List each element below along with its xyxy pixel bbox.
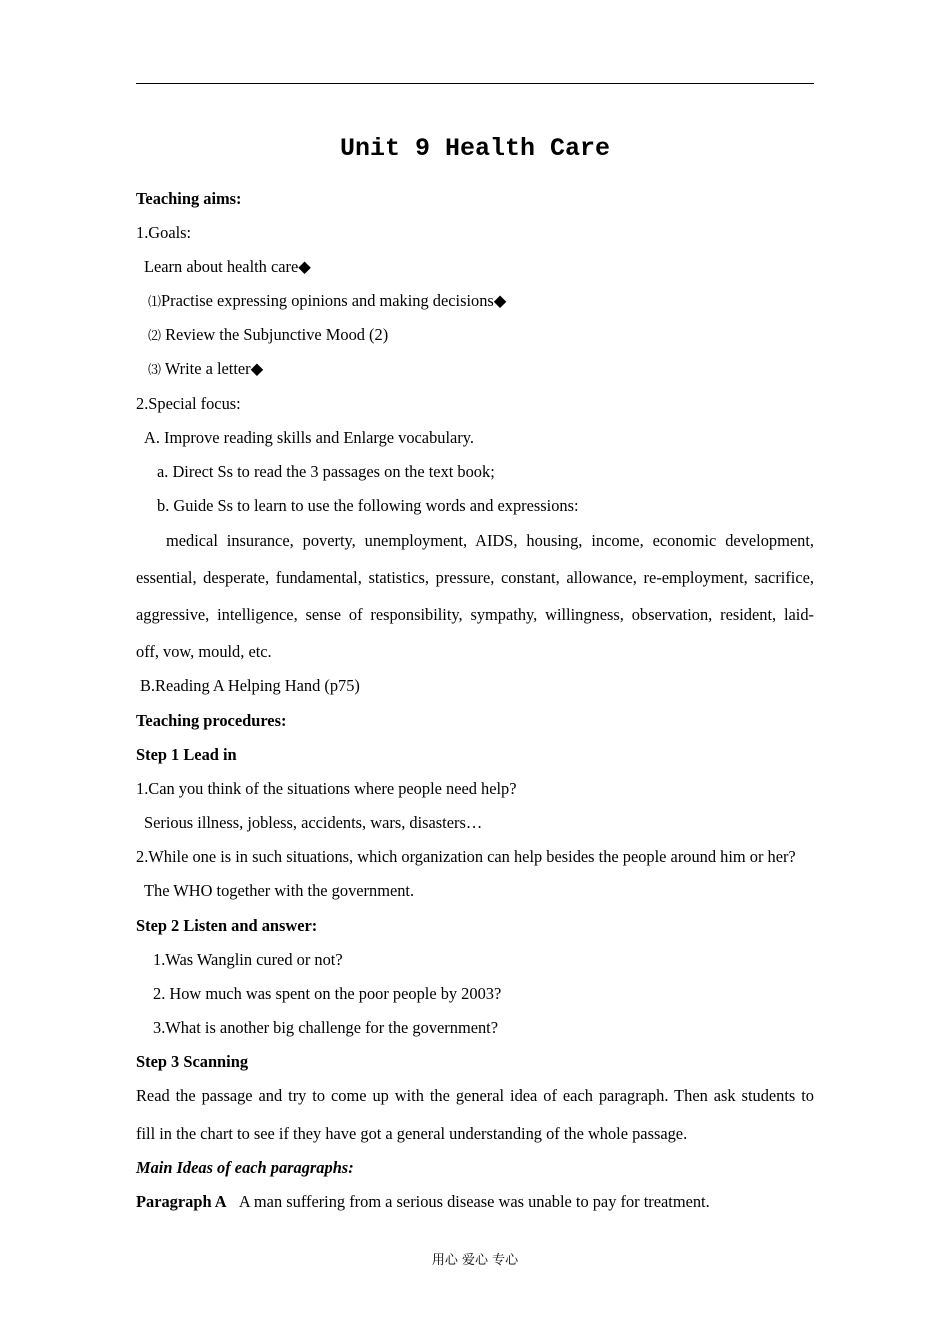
step1-answer: Serious illness, jobless, accidents, wars, disasters… — [144, 813, 483, 832]
page-footer: 用心 爱心 专心 — [431, 1253, 519, 1268]
step2-question: 3.What is another big challenge for the government? — [153, 1018, 498, 1037]
goal-item-text: Practise expressing opinions and making decisions — [161, 291, 494, 310]
goal-item-text: Review the Subjunctive Mood (2) — [161, 325, 389, 344]
step2-question: 1.Was Wanglin cured or not? — [153, 950, 343, 969]
step1-question: 2.While one is in such situations, which organization can help besides the people around him or her? — [136, 847, 796, 866]
step2-heading: Step 2 Listen and answer: — [136, 916, 318, 935]
vocab-line: medical insurance, poverty, unemployment, AIDS, housing, income, economic development, — [166, 531, 814, 550]
focus-b: B.Reading A Helping Hand (p75) — [140, 676, 360, 695]
procedures-heading: Teaching procedures: — [136, 711, 287, 730]
goal-item — [148, 359, 826, 380]
goal-item — [148, 291, 826, 312]
goal-intro — [144, 257, 822, 277]
step2-question: 2. How much was spent on the poor people by 2003? — [153, 984, 502, 1003]
goal-item — [148, 325, 826, 346]
paragraph-a-label: Paragraph A — [136, 1192, 227, 1211]
diamond-icon: ◆ — [493, 291, 507, 310]
focus-heading: 2.Special focus: — [136, 394, 241, 413]
goal-item-number: ⑵ — [148, 328, 162, 343]
step1-question: 1.Can you think of the situations where people need help? — [136, 779, 517, 798]
step1-answer: The WHO together with the government. — [144, 881, 415, 900]
vocab-line: essential, desperate, fundamental, statistics, pressure, constant, allowance, re-employment, sacrifice, — [136, 568, 814, 587]
paragraph-a-text: A man suffering from a serious disease was unable to pay for treatment. — [238, 1192, 710, 1211]
focus-a-a: a. Direct Ss to read the 3 passages on the text book; — [157, 462, 495, 481]
goals-heading: 1.Goals: — [136, 223, 192, 242]
goal-item-number: ⑶ — [148, 362, 162, 377]
goal-item-number: ⑴ — [148, 294, 162, 309]
focus-a-b: b. Guide Ss to learn to use the following words and expressions: — [157, 496, 579, 515]
goal-intro-text: Learn about health care — [144, 257, 299, 276]
step3-text: fill in the chart to see if they have got a general understanding of the whole passage. — [136, 1124, 688, 1143]
step3-text: Read the passage and try to come up with the general idea of each paragraph. Then ask students to — [136, 1086, 814, 1105]
vocab-line: aggressive, intelligence, sense of responsibility, sympathy, willingness, observation, resident, laid- — [136, 605, 814, 624]
step1-heading: Step 1 Lead in — [136, 745, 237, 764]
diamond-icon: ◆ — [298, 257, 311, 276]
vocab-line: off, vow, mould, etc. — [136, 642, 272, 661]
main-ideas-heading: Main Ideas of each paragraphs: — [136, 1158, 354, 1177]
step3-heading: Step 3 Scanning — [136, 1052, 249, 1071]
goal-item-text: Write a letter — [161, 359, 251, 378]
header-rule — [136, 83, 814, 84]
focus-a: A. Improve reading skills and Enlarge vocabulary. — [144, 428, 474, 447]
paragraph-a-line — [136, 1192, 814, 1212]
page-title: Unit 9 Health Care — [339, 134, 611, 163]
diamond-icon: ◆ — [250, 359, 264, 378]
aims-heading: Teaching aims: — [136, 189, 242, 208]
